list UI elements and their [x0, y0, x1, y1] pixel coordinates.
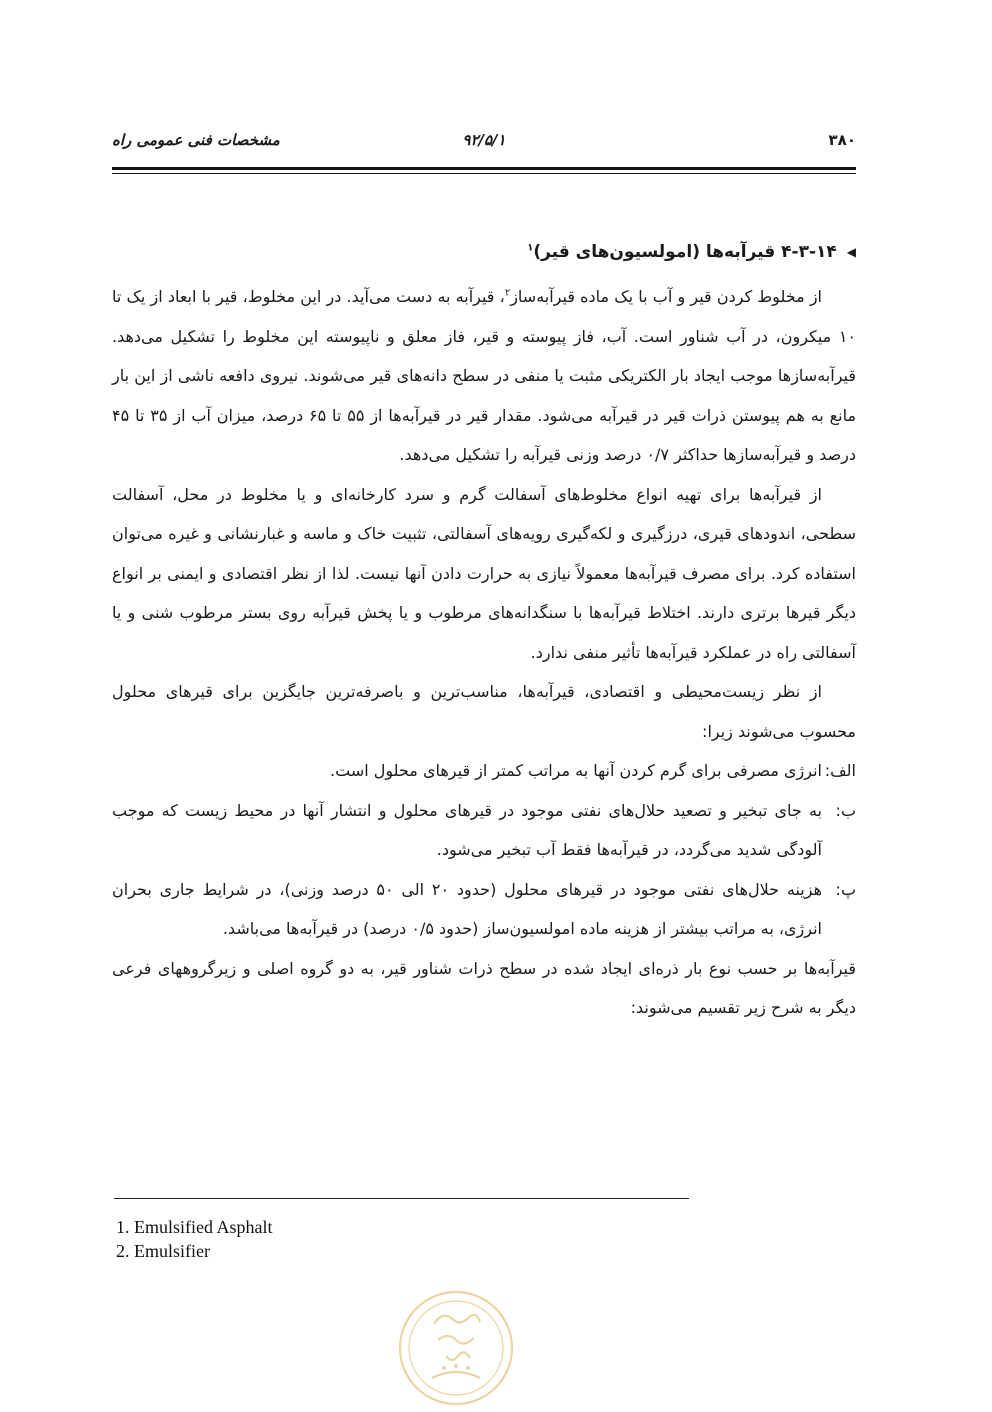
page-body: [112, 232, 856, 1028]
list-item-text: انرژی مصرفی برای گرم کردن آنها به مراتب کمتر از قیرهای محلول است.: [330, 761, 822, 780]
list-item-text: به جای تبخیر و تصعید حلال‌های نفتی موجود در قیرهای محلول و انتشار آنها در محیط زیست که موجب آلودگی شدید می‌گردد، در قیرآبه‌ها فقط آب تبخیر می‌شود.: [112, 800, 822, 859]
footnote-1: 1. Emulsified Asphalt: [116, 1217, 273, 1237]
paragraph-1-start: از مخلوط کردن قیر و آب با یک ماده قیرآبه‌ساز: [510, 287, 823, 306]
header-rule-thin: [112, 173, 856, 174]
paragraph-1: [112, 277, 856, 475]
paragraph-4: قیرآبه‌ها بر حسب نوع بار ذره‌ای ایجاد شده در سطح ذرات شناور قیر، به دو گروه اصلی و زیرگروههای فرعی دیگر به شرح زیر تقسیم می‌شوند:: [112, 958, 856, 1017]
section-heading: [112, 232, 856, 273]
paragraph-3: از نظر زیست‌محیطی و اقتصادی، قیرآبه‌ها، مناسب‌ترین و باصرفه‌ترین جایگزین برای قیرهای محلول محسوب می‌شوند زیرا:: [112, 682, 856, 741]
list-item-label: الف:: [824, 761, 856, 780]
header-title: مشخصات فنی عمومی راه: [112, 131, 280, 149]
header-date: ۹۲/۵/۱: [462, 131, 506, 149]
header-rule-thick: [112, 167, 856, 170]
list-item-label: پ:: [835, 879, 856, 899]
page-header: [112, 128, 856, 152]
list-item-pe: [112, 870, 856, 949]
heading-text: ۴-۳-۱۴ قیرآبه‌ها (امولسیون‌های قیر): [533, 242, 837, 262]
list-item-label: ب:: [835, 800, 856, 820]
list-item-be: [112, 791, 856, 870]
paragraph-1-rest: ، قیرآبه به دست می‌آید. در این مخلوط، قیر با ابعاد از یک تا ۱۰ میکرون، در آب شناور است. آب، فاز پیوسته و قیر، فاز معلق و ناپیوسته این مخلوط را تشکیل می‌دهد. قیرآبه‌سازها موجب ایجاد بار الکتریکی مثبت یا منفی در سطح دانه‌های قیر می‌شوند. نیروی دافعه ناشی از این بار مانع به هم پیوستن ذرات قیر در قیرآبه می‌شود. مقدار قیر در قیرآبه‌ها از ۵۵ تا ۶۵ درصد، میزان آب از ۳۵ تا ۴۵ درصد و قیرآبه‌سازها حداکثر ۰/۷ درصد وزنی قیرآبه را تشکیل می‌دهد.: [112, 287, 857, 464]
footnote-mark-2: ۲: [504, 287, 511, 299]
footnotes: [116, 1215, 273, 1263]
paragraph-2: از قیرآبه‌ها برای تهیه انواع مخلوط‌های آسفالت گرم و سرد کارخانه‌ای و یا مخلوط در محل، آسفالت سطحی، اندودهای قیری، درزگیری و لکه‌گیری رویه‌های آسفالتی، تثبیت خاک و ماسه و غبارنشانی و غیره می‌توان استفاده کرد. برای مصرف قیرآبه‌ها معمولاً نیازی به حرارت دادن آنها نیست. لذا از نظر اقتصادی و ایمنی بر انواع دیگر قیرها برتری دارند. اختلاط قیرآبه‌ها با سنگدانه‌های مرطوب و یا پخش قیرآبه روی بستر مرطوب شنی و یا آسفالتی راه در عملکرد قیرآبه‌ها تأثیر منفی ندارد.: [112, 484, 856, 662]
heading-bullet-icon: ◀: [846, 245, 856, 259]
seal-logo-icon: [396, 1282, 516, 1412]
footnote-rule: [114, 1198, 689, 1199]
list-item-alef: [112, 751, 856, 791]
heading-footnote-mark: ۱: [527, 242, 534, 254]
list-item-text: هزینه حلال‌های نفتی موجود در قیرهای محلول (حدود ۲۰ الی ۵۰ درصد وزنی)، در شرایط جاری بحران انرژی، به مراتب بیشتر از هزینه ماده امولسیون‌ساز (حدود ۰/۵ درصد) در قیرآبه‌ها می‌باشد.: [112, 879, 823, 938]
footnote-2: 2. Emulsifier: [116, 1241, 210, 1261]
page-number: ۳۸۰: [828, 131, 856, 149]
